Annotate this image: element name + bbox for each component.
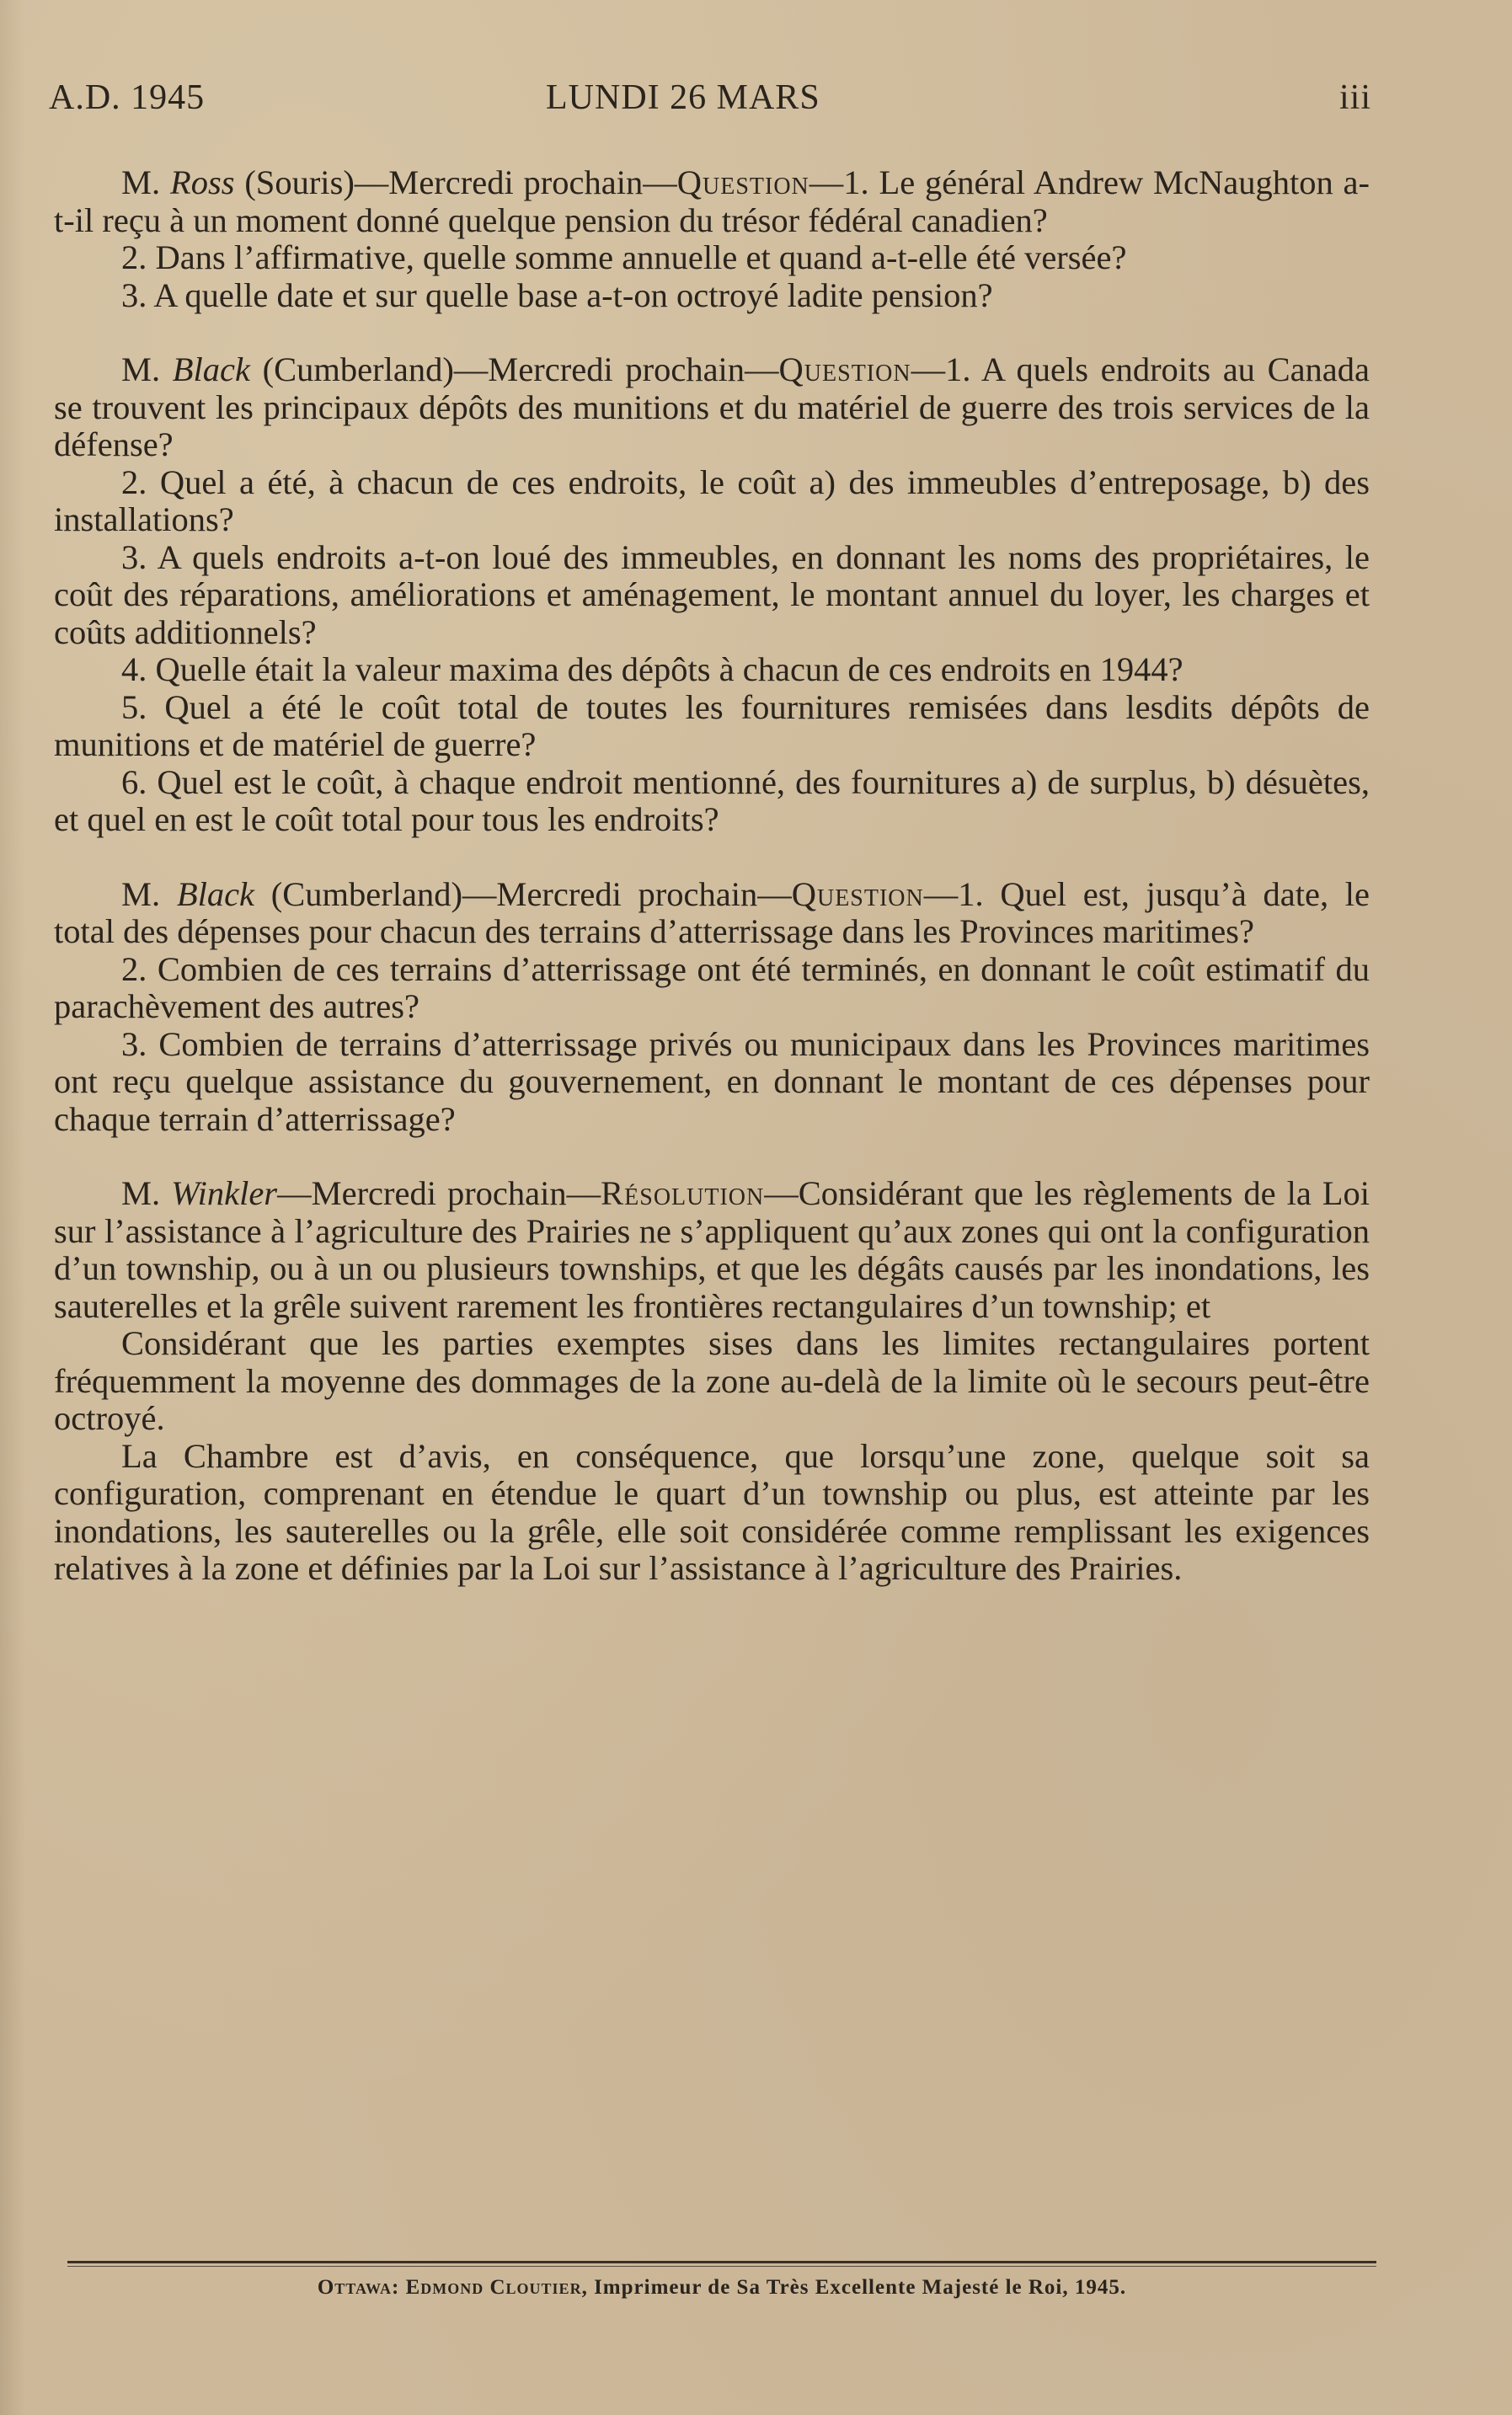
member-title: M. [121,1174,161,1212]
notice-black-depots-question [54,351,1370,839]
notice-paragraph: Considérant que les parties exemptes sises dans les limites rectangulaires portent fréquemment la moyenne des dommages de la zone au-delà de la limite où le secours peut-être octroyé. [54,1324,1370,1437]
footer-rule [67,2261,1376,2263]
notice-type: Résolution [601,1174,765,1212]
notice-paragraph: 3. A quelle date et sur quelle base a-t-on octroyé ladite pension? [121,275,993,314]
imprint-place: Ottawa: [317,2276,400,2299]
member-name: Black [176,874,255,913]
notice-paragraph: 4. Quelle était la valeur maxima des dépôts à chacun de ces endroits en 1944? [121,650,1183,688]
notice-paragraph: 3. A quels endroits a-t-on loué des immeubles, en donnant les noms des propriétaires, le coût des réparations, améliorations et aménagement, le montant annuel du loyer, les charges et coûts additionnels? [54,537,1370,651]
notice-black-airfields-question [54,876,1370,1139]
member-riding: —Mercredi prochain— [277,1174,601,1212]
notice-paragraph [54,351,1370,464]
notice-text: —1. Le général Andrew McNaughton a-t-il reçu à un moment donné quelque pension du trésor fédéral canadien? [54,163,1370,239]
notice-paragraph: 3. Combien de terrains d’atterrissage privés ou municipaux dans les Provinces maritimes ont reçu quelque assistance du gouvernement, en donnant le montant de ces dépenses pour chaque terrain d’atterrissage? [54,1024,1370,1138]
notice-paragraph [54,164,1370,239]
header-page-number: iii [1338,78,1371,117]
header-year: A.D. 1945 [49,78,206,117]
member-title: M. [121,874,161,913]
member-riding: (Souris)—Mercredi prochain— [244,163,677,201]
member-riding: (Cumberland)—Mercredi prochain— [262,350,779,388]
notice-paragraph: 2. Quel a été, à chacun de ces endroits, le coût a) des immeubles d’entreposage, b) des installations? [54,462,1370,538]
notice-paragraph: La Chambre est d’avis, en conséquence, que lorsqu’une zone, quelque soit sa configuration, comprenant en étendue le quart d’un township ou plus, est atteinte par les inondations, les sauterelles ou la grêle, elle soit considérée comme remplissant les exigences relatives à la zone et définies par la Loi sur l’assistance à l’agriculture des Prairies. [54,1436,1370,1587]
header-date: LUNDI 26 MARS [546,78,820,117]
printer-imprint [67,2276,1376,2300]
member-name: Winkler [171,1174,278,1212]
member-riding: (Cumberland)—Mercredi prochain— [270,874,792,913]
notice-text: —1. Quel est, jusqu’à date, le total des dépenses pour chacun des terrains d’atterrissage dans les Provinces maritimes? [54,874,1370,950]
notice-paragraph: 2. Combien de ces terrains d’atterrissage ont été terminés, en donnant le coût estimatif du parachèvement des autres? [54,949,1370,1025]
notice-paper-body [54,164,1370,1625]
member-title: M. [121,350,161,388]
footer-rule-thin [67,2266,1376,2267]
notice-paragraph: 5. Quel a été le coût total de toutes les fournitures remisées dans lesdits dépôts de munitions et de matériel de guerre? [54,687,1370,763]
notice-ross-question [54,164,1370,314]
notice-paragraph: 6. Quel est le coût, à chaque endroit mentionné, des fournitures a) de surplus, b) désuètes, et quel en est le coût total pour tous les endroits? [54,762,1370,838]
notice-text: —Considérant que les règlements de la Loi sur l’assistance à l’agriculture des Prairies ne s’appliquent qu’aux zones qui ont la configuration d’un township, ou à un ou plusieurs townships, et que les dégâts causés par les inondations, les sauterelles et la grêle suivent rarement les frontières rectangulaires d’un township; et [54,1174,1370,1325]
notice-type: Question [676,163,809,201]
member-name: Ross [169,163,235,201]
notice-text: —1. A quels endroits au Canada se trouvent les principaux dépôts des munitions et du matériel de guerre des trois services de la défense? [54,350,1370,463]
member-title: M. [121,163,161,201]
notice-paragraph [54,876,1370,951]
notice-paragraph: 2. Dans l’affirmative, quelle somme annuelle et quand a-t-elle été versée? [121,238,1127,276]
notice-winkler-resolution [54,1175,1370,1588]
notice-paragraph [54,1175,1370,1325]
notice-type: Question [791,874,924,913]
member-name: Black [172,350,250,388]
imprint-printer: Edmond Cloutier, [405,2276,588,2299]
imprint-rest: Imprimeur de Sa Très Excellente Majesté le Roi, 1945. [594,2276,1127,2299]
running-header [49,77,1371,128]
notice-type: Question [778,350,911,388]
